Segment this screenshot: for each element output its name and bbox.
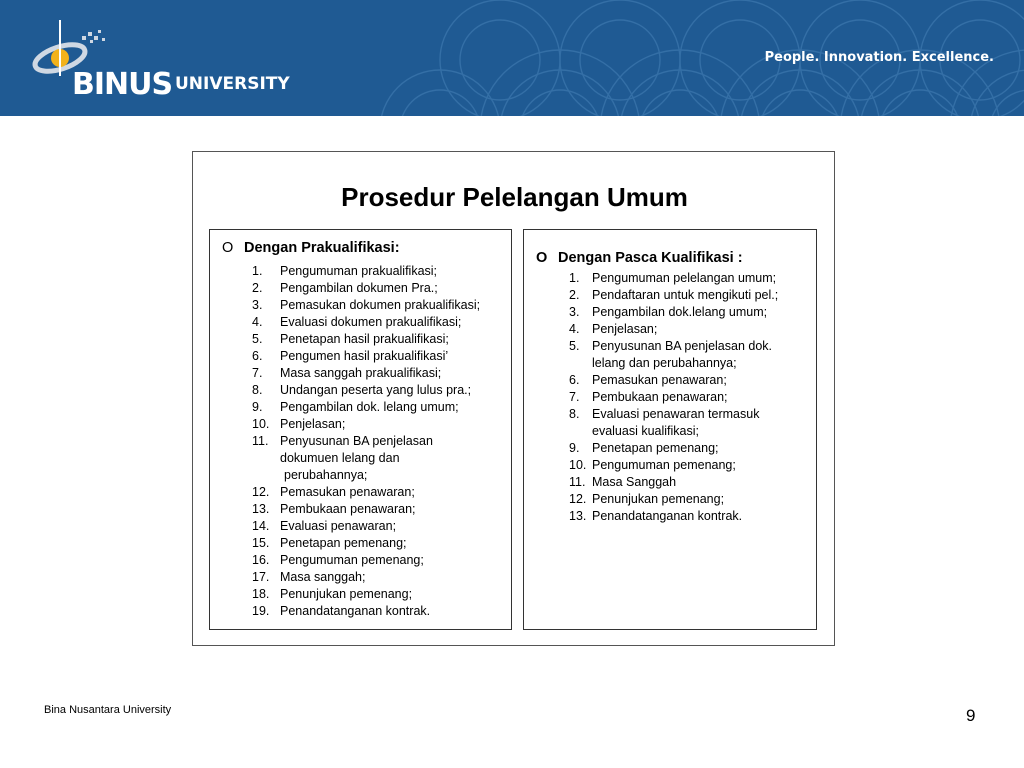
list-item: 2. Pendaftaran untuk mengikuti pel.; bbox=[569, 288, 779, 302]
list-item: 12. Penunjukan pemenang; bbox=[569, 492, 725, 506]
list-item: 11. Penyusunan BA penjelasan dokumuen lelang dan perubahannya; bbox=[252, 434, 433, 482]
list-item: 6. Pengumen hasil prakualifikasi’ bbox=[252, 349, 449, 363]
list-item: 9. Penetapan pemenang; bbox=[569, 441, 719, 455]
list-item: 4. Penjelasan; bbox=[569, 322, 658, 336]
list-item: 7. Masa sanggah prakualifikasi; bbox=[252, 366, 442, 380]
list-item: 10. Pengumuman pemenang; bbox=[569, 458, 736, 472]
list-item: 3. Pemasukan dokumen prakualifikasi; bbox=[252, 298, 481, 312]
right-panel-heading bbox=[536, 250, 743, 266]
slide-frame bbox=[192, 151, 835, 646]
list-item: 4. Evaluasi dokumen prakualifikasi; bbox=[252, 315, 462, 329]
list-item: 8. Undangan peserta yang lulus pra.; bbox=[252, 383, 472, 397]
header-banner bbox=[0, 0, 1024, 116]
bullet-icon: O bbox=[536, 250, 548, 266]
list-item: 8. Evaluasi penawaran termasuk evaluasi kualifikasi; bbox=[569, 407, 760, 438]
list-item: 12. Pemasukan penawaran; bbox=[252, 485, 415, 499]
logo-binus-text: BINUS bbox=[72, 67, 173, 102]
left-heading-text: Dengan Prakualifikasi: bbox=[244, 240, 400, 256]
list-item: 10. Penjelasan; bbox=[252, 417, 346, 431]
page-number: 9 bbox=[966, 706, 976, 725]
tagline: People. Innovation. Excellence. bbox=[764, 50, 994, 65]
left-procedure-list bbox=[252, 263, 480, 620]
left-panel-heading bbox=[222, 240, 400, 256]
list-item: 7. Pembukaan penawaran; bbox=[569, 390, 728, 404]
list-item: 19. Penandatanganan kontrak. bbox=[252, 604, 431, 618]
right-panel-pasca-kualifikasi bbox=[523, 229, 817, 630]
list-item: 1. Pengumuman pelelangan umum; bbox=[569, 271, 777, 285]
list-item: 15. Penetapan pemenang; bbox=[252, 536, 407, 550]
logo-university-text: UNIVERSITY bbox=[175, 74, 290, 94]
list-item: 13. Pembukaan penawaran; bbox=[252, 502, 416, 516]
list-item: 5. Penetapan hasil prakualifikasi; bbox=[252, 332, 449, 346]
list-item: 17. Masa sanggah; bbox=[252, 570, 366, 584]
footer-org: Bina Nusantara University bbox=[44, 704, 172, 716]
bullet-icon: O bbox=[222, 240, 234, 256]
list-item: 3. Pengambilan dok.lelang umum; bbox=[569, 305, 768, 319]
right-procedure-list bbox=[569, 270, 778, 525]
list-item: 2. Pengambilan dokumen Pra.; bbox=[252, 281, 438, 295]
list-item: 11. Masa Sanggah bbox=[569, 475, 677, 489]
list-item: 18. Penunjukan pemenang; bbox=[252, 587, 413, 601]
list-item: 14. Evaluasi penawaran; bbox=[252, 519, 397, 533]
slide-title: Prosedur Pelelangan Umum bbox=[341, 182, 688, 212]
list-item: 5. Penyusunan BA penjelasan dok. lelang dan perubahannya; bbox=[569, 339, 772, 370]
list-item: 1. Pengumuman prakualifikasi; bbox=[252, 264, 438, 278]
left-panel-prakualifikasi bbox=[209, 229, 512, 630]
list-item: 16. Pengumuman pemenang; bbox=[252, 553, 424, 567]
list-item: 9. Pengambilan dok. lelang umum; bbox=[252, 400, 459, 414]
list-item: 6. Pemasukan penawaran; bbox=[569, 373, 727, 387]
right-heading-text: Dengan Pasca Kualifikasi : bbox=[558, 250, 743, 266]
list-item: 13. Penandatanganan kontrak. bbox=[569, 509, 743, 523]
binus-logo[interactable] bbox=[20, 18, 320, 108]
